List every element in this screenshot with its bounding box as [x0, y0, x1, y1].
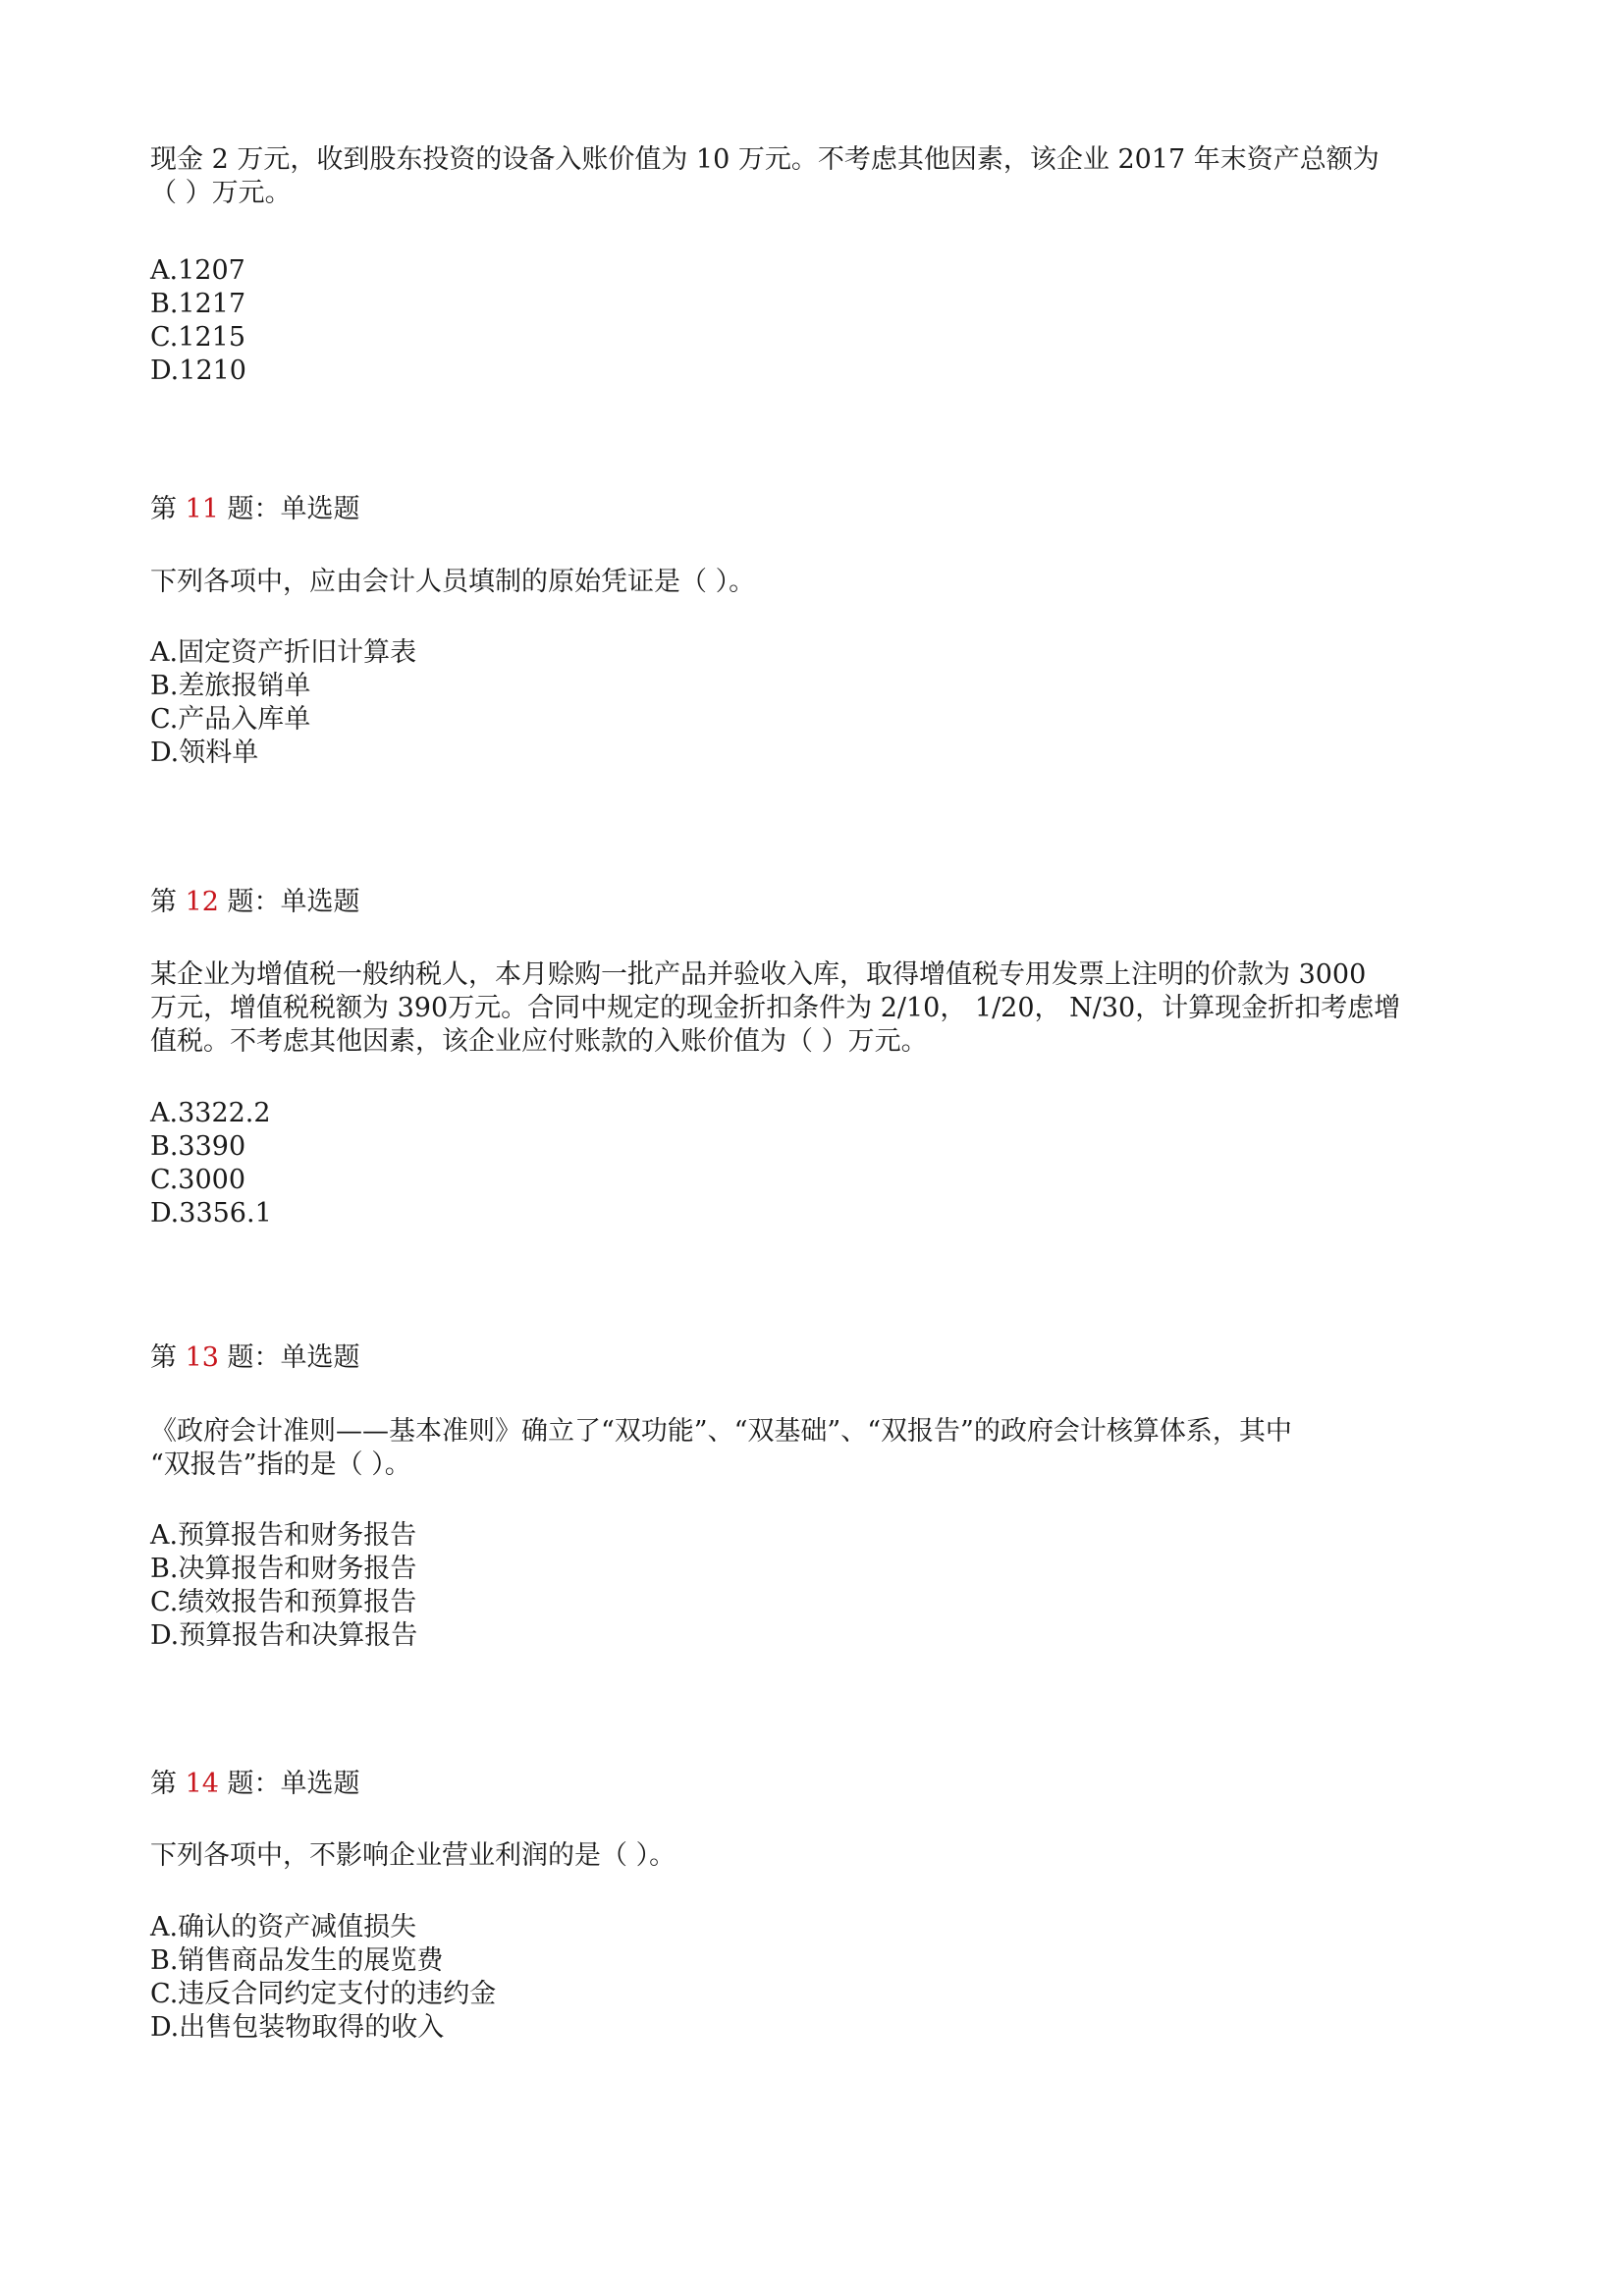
question-number: 13: [185, 1342, 219, 1373]
question-header: [150, 1768, 360, 1801]
question-options: [150, 1097, 272, 1230]
option-b: B.3390: [150, 1131, 246, 1162]
question-type: 题：单选题: [218, 887, 360, 917]
stem-line: 值税。不考虑其他因素，该企业应付账款的入账价值为（ ）万元。: [150, 1026, 928, 1057]
question-stem: [150, 1415, 1292, 1482]
question-header: [150, 886, 360, 919]
question-header: [150, 1341, 360, 1375]
question-stem: [150, 1839, 676, 1873]
stem-line: （ ）万元。: [150, 178, 292, 208]
option-d: D.1210: [150, 355, 246, 386]
question-stem: [150, 958, 1400, 1059]
option-c: C.产品入库单: [150, 704, 311, 735]
carryover-stem: [150, 143, 1380, 210]
stem-line: 《政府会计准则——基本准则》确立了“双功能”、“双基础”、“双报告”的政府会计核算体系，其中: [150, 1416, 1292, 1447]
option-a: A.1207: [150, 255, 245, 286]
question-type: 题：单选题: [218, 1342, 360, 1373]
option-b: B.销售商品发生的展览费: [150, 1945, 444, 1976]
option-d: D.3356.1: [150, 1198, 272, 1229]
option-b: B.决算报告和财务报告: [150, 1554, 417, 1584]
option-c: C.3000: [150, 1165, 245, 1195]
stem-line: 现金 2 万元，收到股东投资的设备入账价值为 10 万元。不考虑其他因素，该企业 2017 年末资产总额为: [150, 144, 1380, 175]
question-prefix: 第: [150, 494, 186, 524]
question-type: 题：单选题: [218, 494, 360, 524]
option-c: C.1215: [150, 322, 245, 353]
question-number: 14: [185, 1769, 219, 1799]
question-prefix: 第: [150, 1342, 186, 1373]
option-b: B.1217: [150, 289, 246, 319]
stem-line: 下列各项中，不影响企业营业利润的是（ ）。: [150, 1840, 676, 1871]
question-stem: [150, 566, 755, 599]
option-d: D.预算报告和决算报告: [150, 1620, 418, 1651]
option-d: D.领料单: [150, 738, 259, 768]
question-options: [150, 1519, 417, 1653]
option-c: C.违反合同约定支付的违约金: [150, 1979, 497, 2009]
stem-line: “双报告”指的是（ ）。: [150, 1449, 411, 1480]
option-d: D.出售包装物取得的收入: [150, 2012, 445, 2043]
question-number: 12: [185, 887, 219, 917]
stem-line: 下列各项中，应由会计人员填制的原始凭证是（ ）。: [150, 567, 756, 597]
stem-line: 某企业为增值税一般纳税人，本月赊购一批产品并验收入库，取得增值税专用发票上注明的价款为 3000: [150, 959, 1367, 990]
carryover-options: [150, 254, 246, 388]
question-header: [150, 493, 360, 526]
question-options: [150, 636, 416, 770]
option-a: A.确认的资产减值损失: [150, 1912, 417, 1942]
question-number: 11: [185, 494, 219, 524]
question-prefix: 第: [150, 1769, 186, 1799]
option-a: A.固定资产折旧计算表: [150, 637, 417, 668]
option-b: B.差旅报销单: [150, 671, 311, 701]
question-options: [150, 1911, 496, 2045]
question-prefix: 第: [150, 887, 186, 917]
option-a: A.3322.2: [150, 1098, 271, 1128]
question-type: 题：单选题: [218, 1769, 360, 1799]
option-a: A.预算报告和财务报告: [150, 1520, 417, 1551]
option-c: C.绩效报告和预算报告: [150, 1587, 417, 1617]
stem-line: 万元，增值税税额为 390万元。合同中规定的现金折扣条件为 2/10， 1/20， N/30，计算现金折扣考虑增: [150, 993, 1401, 1023]
